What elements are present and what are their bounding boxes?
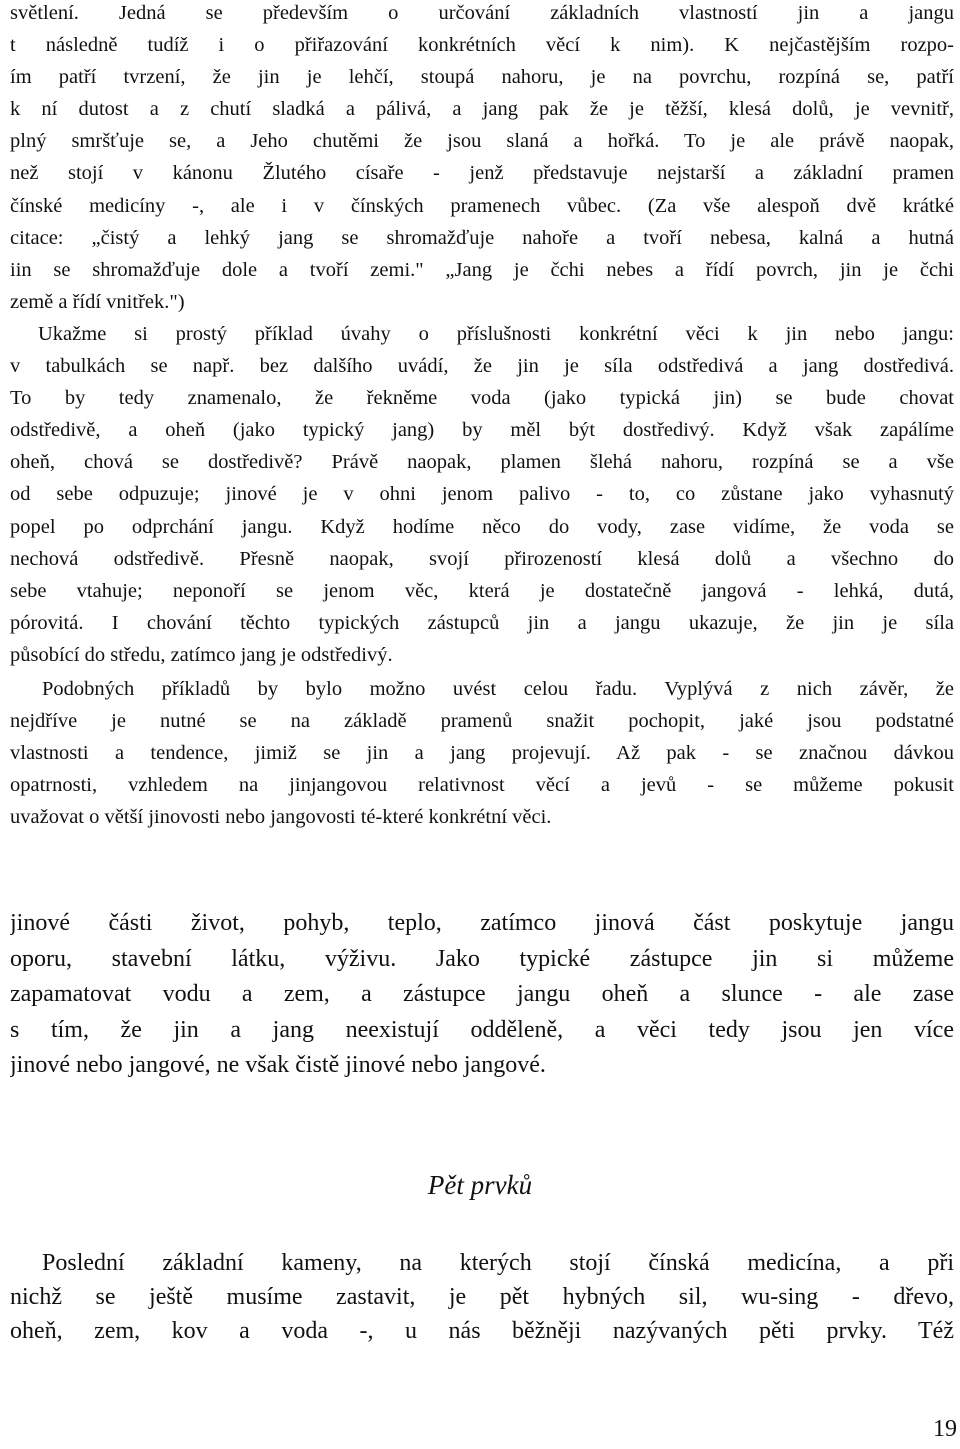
text-line: s tím, že jin a jang neexistují odděleně, a věci tedy jsou jen více [10, 1016, 954, 1043]
paragraph-1 [10, 0, 954, 318]
text-line: od sebe odpuzuje; jinové je v ohni jenom palivo - to, co zůstane jako vyhasnutý [10, 483, 954, 506]
text-line: uvažovat o větší jinovosti nebo jangovosti té-které konkrétní věci. [10, 806, 552, 829]
text-line: plný smršťuje se, a Jeho chutěmi že jsou slaná a hořká. To je ale právě naopak, [10, 130, 954, 153]
text-line: světlení. Jedná se především o určování základních vlastností jin a jangu [10, 2, 954, 24]
text-line: vlastnosti a tendence, jimiž se jin a jang projevují. Až pak - se značnou dávkou [10, 742, 954, 765]
text-line: nichž se ještě musíme zastavit, je pět hybných sil, wu-sing - dřevo, [10, 1284, 954, 1310]
paragraph-2 [10, 318, 954, 671]
section-heading: Pět prvků [427, 1170, 533, 1200]
text-line: popel po odprchání jangu. Když hodíme něco do vody, zase vidíme, že voda se [10, 515, 954, 538]
text-line: než stojí v kánonu Žlutého císaře - jenž představuje nejstarší a základní pramen [10, 162, 954, 185]
text-line: pórovitá. I chování těchto typických zástupců jin a jangu ukazuje, že jin je síla [10, 611, 954, 634]
text-line: To by tedy znamenalo, že řekněme voda (jako typická jin) se bude chovat [10, 387, 954, 410]
text-line: jinové nebo jangové, ne však čistě jinové nebo jangové. [10, 1052, 546, 1078]
paragraph-5 [10, 1246, 954, 1348]
text-line: odstředivě, a oheň (jako typický jang) by měl být dostředivý. Když však zapálíme [10, 419, 954, 442]
text-line: oporu, stavební látku, výživu. Jako typické zástupce jin si můžeme [10, 945, 954, 972]
text-line: nejdříve je nutné se na základě pramenů snažit pochopit, jaké jsou podstatné [10, 710, 954, 733]
paragraph-4 [10, 906, 954, 1084]
text-line: nechová odstředivě. Přesně naopak, svojí přirozeností klesá dolů a všechno do [10, 547, 954, 570]
text-line: iin se shromažďuje dole a tvoří zemi." „Jang je čchi nebes a řídí povrch, jin je čchi [10, 258, 954, 281]
text-line: Ukažme si prostý příklad úvahy o příslušnosti konkrétní věci k jin nebo jangu: [38, 323, 954, 345]
text-line: t následně tudíž i o přiřazování konkrétních věcí k nim). K nejčastějším rozpo- [10, 34, 954, 57]
text-line: oheň, zem, kov a voda -, u nás běžněji nazývaných pěti prvky. Též [10, 1318, 954, 1344]
text-line: k ní dutost a z chutí sladká a pálivá, a jang pak že je těžší, klesá dolů, je vevnitř, [10, 98, 954, 121]
text-line: opatrnosti, vzhledem na jinjangovou relativnost věcí a jevů - se můžeme pokusit [10, 774, 954, 797]
text-line: ím patří tvrzení, že jin je lehčí, stoupá nahoru, je na povrchu, rozpíná se, patří [10, 66, 954, 89]
text-line: čínské medicíny -, ale i v čínských pramenech vůbec. (Za vše alespoň dvě krátké [10, 194, 954, 217]
text-line: země a řídí vnitřek.") [10, 290, 185, 313]
text-line: zapamatovat vodu a zem, a zástupce jangu oheň a slunce - ale zase [10, 981, 954, 1007]
paragraph-3 [10, 673, 954, 833]
text-line: v tabulkách se např. bez dalšího uvádí, že jin je síla odstředivá a jang dostředivá. [10, 355, 954, 378]
text-line: oheň, chová se dostředivě? Právě naopak, plamen šlehá nahoru, rozpíná se a vše [10, 451, 954, 474]
text-line: Podobných příkladů by bylo možno uvést celou řadu. Vyplývá z nich závěr, že [42, 678, 954, 700]
text-line: Poslední základní kameny, na kterých stojí čínská medicína, a při [42, 1250, 954, 1276]
page-number: 19 [933, 1416, 957, 1442]
text-line: jinové části život, pohyb, teplo, zatímco jinová část poskytuje jangu [10, 910, 954, 936]
text-line: působící do středu, zatímco jang je odstředivý. [10, 643, 393, 666]
text-line: sebe vtahuje; neponoří se jenom věc, která je dostatečně jangová - lehká, dutá, [10, 579, 954, 602]
text-line: citace: „čistý a lehký jang se shromažďuje nahoře a tvoří nebesa, kalná a hutná [10, 226, 954, 249]
